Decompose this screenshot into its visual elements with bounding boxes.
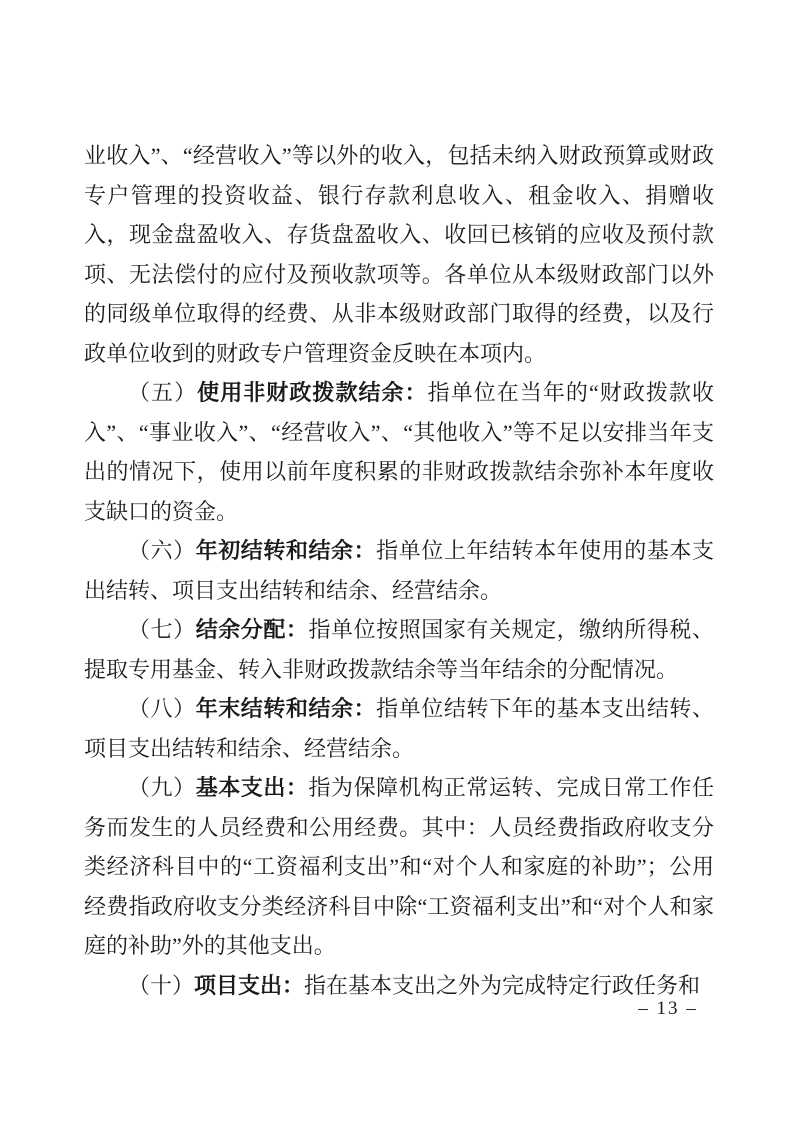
body-text: 指单位按照国家有关规定，缴纳所得税、提取专用基金、转入非财政拨款结余等当年结余的分配情况。 — [84, 617, 714, 682]
body-text: 指为保障机构正常运转、完成日常工作任务而发生的人员经费和公用经费。其中：人员经费指政府收支分类经济科目中的“工资福利支出”和“对个人和家庭的补助”；公用经费指政府收支分类经济科目中除“工资福利支出”和“对个人和家庭的补助”外的其他支出。 — [84, 775, 714, 958]
page-number: – 13 – — [638, 998, 698, 1019]
body-text: 指单位在当年的“财政拨款收入”、“事业收入”、“经营收入”、“其他收入”等不足以安排当年支出的情况下，使用以前年度积累的非财政拨款结余弥补本年度收支缺口的资金。 — [84, 380, 714, 524]
body-text: （十） — [128, 972, 195, 998]
body-text: （六） — [128, 538, 196, 563]
term-emphasis: 基本支出： — [195, 775, 309, 800]
paragraph — [84, 610, 714, 689]
paragraph — [84, 689, 714, 768]
document-body — [84, 136, 714, 1005]
body-text: 业收入”、“经营收入”等以外的收入，包括未纳入财政预算或财政专户管理的投资收益、银行存款利息收入、租金收入、捐赠收入，现金盘盈收入、存货盘盈收入、收回已核销的应收及预付款项、无法偿付的应付及预收款项等。各单位从本级财政部门以外的同级单位取得的经费、从非本级财政部门取得的经费，以及行政单位收到的财政专户管理资金反映在本项内。 — [84, 143, 714, 366]
term-emphasis: 结余分配： — [195, 617, 309, 642]
body-text: （七） — [128, 617, 196, 642]
body-text: 指单位结转下年的基本支出结转、项目支出结转和结余、经营结余。 — [84, 696, 714, 761]
body-text: （九） — [128, 775, 196, 800]
paragraph — [84, 136, 714, 373]
paragraph — [84, 531, 714, 610]
term-emphasis: 年初结转和结余： — [195, 538, 377, 563]
body-text: （五） — [128, 380, 198, 405]
body-text: 指单位上年结转本年使用的基本支出结转、项目支出结转和结余、经营结余。 — [84, 538, 714, 603]
term-emphasis: 年末结转和结余： — [195, 696, 377, 721]
paragraph — [84, 966, 714, 1006]
paragraph — [84, 373, 714, 531]
body-text: 指在基本支出之外为完成特定行政任务和 — [304, 972, 701, 998]
body-text: （八） — [128, 696, 196, 721]
paragraph — [84, 768, 714, 966]
term-emphasis: 使用非财政拨款结余： — [197, 380, 428, 405]
term-emphasis: 项目支出： — [194, 972, 305, 998]
